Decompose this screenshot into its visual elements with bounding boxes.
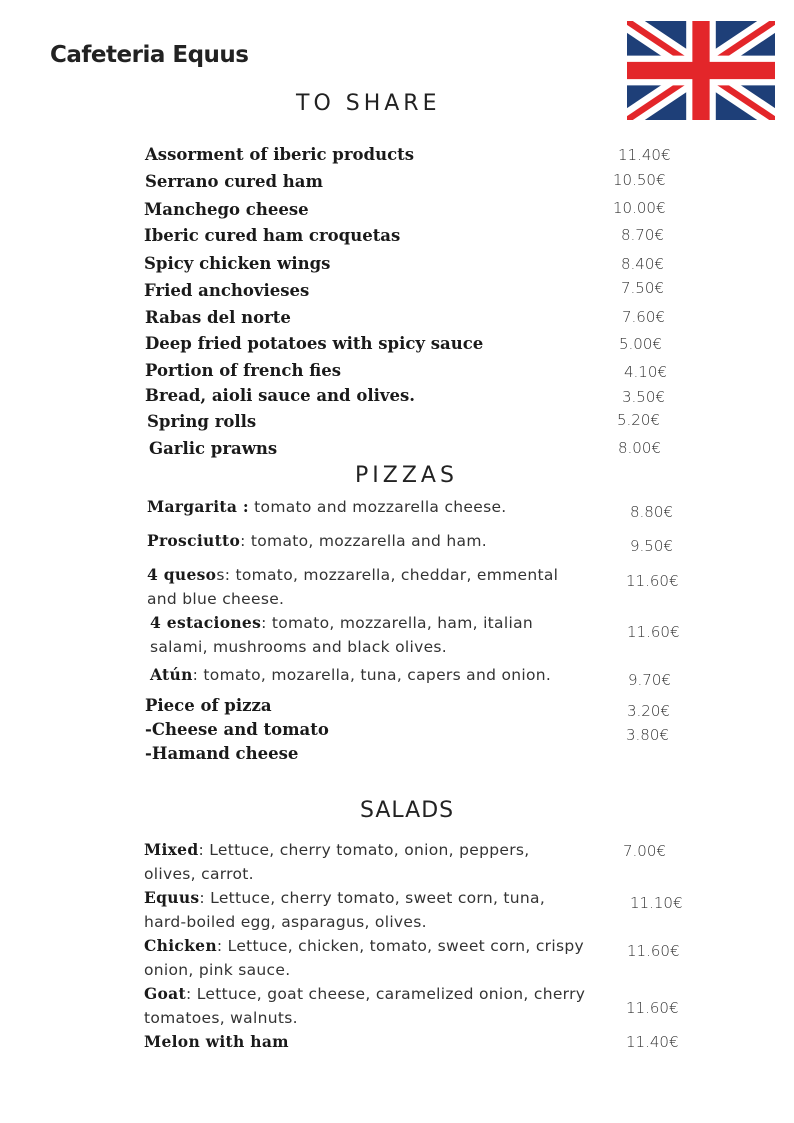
salad-description: : Lettuce, chicken, tomato, sweet corn, crispy onion, pink sauce. (144, 937, 584, 979)
menu-item-name: Iberic cured ham croquetas (144, 226, 401, 245)
salad-description: : Lettuce, goat cheese, caramelized onion, cherry tomatoes, walnuts. (144, 985, 586, 1027)
salad-description: : Lettuce, cherry tomato, sweet corn, tuna, hard-boiled egg, asparagus, olives. (144, 889, 546, 931)
pizza-name: 4 estaciones (150, 613, 262, 632)
pizza-name: Margarita : (147, 497, 249, 516)
piece-of-pizza-title: Piece of pizza (145, 696, 272, 715)
union-jack-flag-icon (627, 21, 775, 120)
pizza-item (147, 563, 592, 611)
menu-item-name: Spicy chicken wings (144, 254, 331, 273)
pizza-price: 8.80€ (630, 503, 673, 521)
pizza-price: 9.70€ (628, 671, 671, 689)
pizza-item (147, 529, 587, 553)
salad-item (144, 934, 614, 982)
menu-item-name: Portion of french fies (145, 361, 342, 380)
salad-price: 7.00€ (623, 842, 666, 860)
menu-item-price: 10.00€ (613, 199, 666, 217)
salad-description: : Lettuce, cherry tomato, onion, peppers, olives, carrot. (144, 841, 530, 883)
menu-item-price: 7.50€ (621, 279, 664, 297)
menu-item-price: 5.20€ (617, 411, 660, 429)
salad-name: Melon with ham (144, 1032, 289, 1051)
section-title-to-share: TO SHARE (296, 91, 441, 116)
menu-item-name: Bread, aioli sauce and olives. (145, 386, 415, 405)
pizza-name: 4 queso (147, 565, 217, 584)
salad-name: Mixed (144, 840, 199, 859)
pizza-price: 11.60€ (627, 623, 680, 641)
salad-name: Equus (144, 888, 200, 907)
salad-price: 11.60€ (627, 942, 680, 960)
menu-item-price: 8.70€ (621, 226, 664, 244)
pizza-item (150, 611, 580, 659)
menu-item-name: Manchego cheese (144, 200, 309, 219)
piece-option-name: -Hamand cheese (145, 744, 299, 763)
menu-item-price: 4.10€ (624, 363, 667, 381)
salad-item (144, 982, 609, 1030)
pizza-name: Atún (150, 665, 193, 684)
salad-name: Goat (144, 984, 186, 1003)
menu-item-name: Assorment of iberic products (145, 145, 415, 164)
salad-price: 11.40€ (626, 1033, 679, 1051)
menu-item-name: Spring rolls (147, 412, 257, 431)
menu-item-name: Rabas del norte (145, 308, 291, 327)
pizza-item (147, 495, 587, 519)
menu-item-price: 8.40€ (621, 255, 664, 273)
menu-item-price: 8.00€ (618, 439, 661, 457)
section-title-pizzas: PIZZAS (355, 463, 458, 488)
menu-item-price: 3.50€ (622, 388, 665, 406)
pizza-description: tomato and mozzarella cheese. (248, 498, 507, 516)
menu-item-name: Deep fried potatoes with spicy sauce (145, 334, 484, 353)
brand-logo: Cafeteria Equus (50, 42, 249, 68)
pizza-description: : tomato, mozarella, tuna, capers and onion. (192, 666, 552, 684)
salad-price: 11.60€ (626, 999, 679, 1017)
piece-option-price: 3.20€ (627, 702, 670, 720)
salad-item (144, 1030, 574, 1054)
salad-item (144, 886, 584, 934)
menu-item-price: 5.00€ (619, 335, 662, 353)
menu-item-price: 10.50€ (613, 171, 666, 189)
menu-item-name: Serrano cured ham (145, 172, 323, 191)
section-title-salads: SALADS (360, 798, 455, 823)
piece-option-price: 3.80€ (626, 726, 669, 744)
pizza-price: 11.60€ (626, 572, 679, 590)
pizza-description: : tomato, mozzarella, ham, italian salami, mushrooms and black olives. (150, 614, 533, 656)
pizza-description: s: tomato, mozzarella, cheddar, emmental and blue cheese. (147, 566, 559, 608)
salad-name: Chicken (144, 936, 217, 955)
menu-item-price: 11.40€ (618, 146, 671, 164)
piece-option-name: -Cheese and tomato (145, 720, 329, 739)
salad-price: 11.10€ (630, 894, 683, 912)
pizza-item (150, 663, 590, 687)
menu-item-name: Fried anchovieses (144, 281, 310, 300)
pizza-description: : tomato, mozzarella and ham. (240, 532, 487, 550)
menu-item-name: Garlic prawns (149, 439, 278, 458)
menu-item-price: 7.60€ (622, 308, 665, 326)
salad-item (144, 838, 574, 886)
pizza-price: 9.50€ (630, 537, 673, 555)
pizza-name: Prosciutto (147, 531, 241, 550)
